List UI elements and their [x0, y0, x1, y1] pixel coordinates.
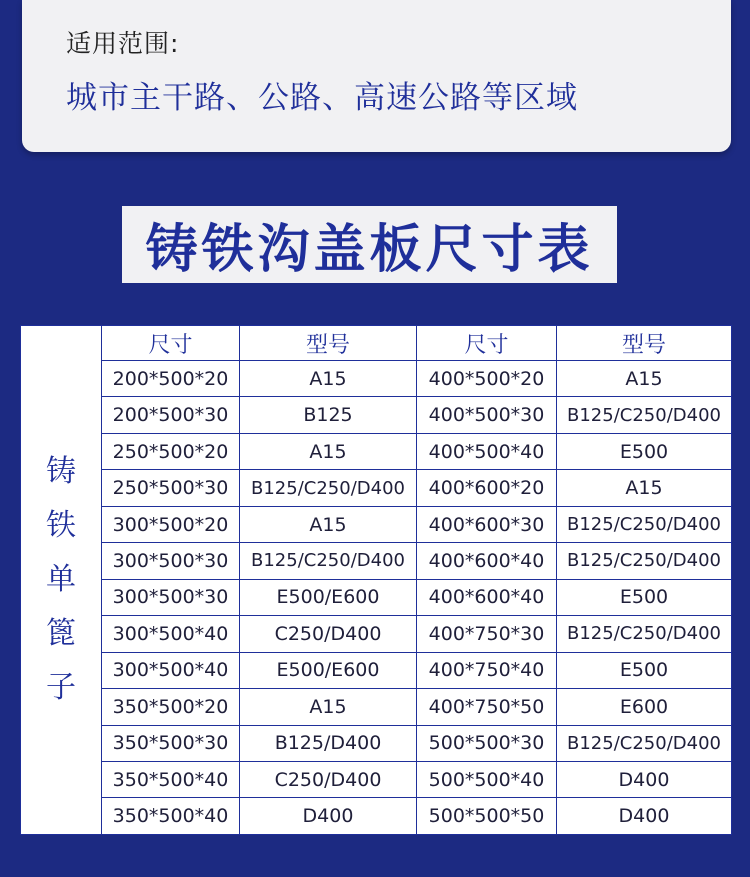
column-header: 尺寸	[102, 326, 240, 361]
size-cell: 350*500*20	[102, 689, 240, 725]
model-cell: B125/C250/D400	[557, 725, 732, 761]
size-cell: 300*500*30	[102, 543, 240, 579]
size-cell: 400*500*30	[417, 397, 557, 433]
size-cell: 400*750*40	[417, 652, 557, 688]
model-cell: A15	[557, 470, 732, 506]
model-cell: B125/D400	[240, 725, 417, 761]
model-cell: E500/E600	[240, 579, 417, 615]
side-label-char: 铸	[46, 454, 76, 489]
size-cell: 200*500*20	[102, 361, 240, 397]
model-cell: D400	[557, 798, 732, 835]
table-row	[21, 543, 732, 579]
model-cell: D400	[557, 761, 732, 797]
size-cell: 500*500*40	[417, 761, 557, 797]
side-label-char: 篦	[46, 616, 76, 651]
table-row	[21, 761, 732, 797]
scope-value: 城市主干路、公路、高速公路等区域	[66, 80, 578, 116]
size-table-body	[21, 326, 732, 835]
size-cell: 300*500*40	[102, 616, 240, 652]
model-cell: A15	[557, 361, 732, 397]
model-cell: E500	[557, 433, 732, 469]
model-cell: E500/E600	[240, 652, 417, 688]
table-row	[21, 689, 732, 725]
table-row	[21, 433, 732, 469]
size-cell: 350*500*30	[102, 725, 240, 761]
scope-card	[22, 0, 731, 152]
table-header-row	[21, 326, 732, 361]
size-cell: 400*750*50	[417, 689, 557, 725]
side-label-char: 子	[46, 670, 76, 705]
model-cell: A15	[240, 433, 417, 469]
table-row	[21, 652, 732, 688]
size-cell: 350*500*40	[102, 761, 240, 797]
model-cell: D400	[240, 798, 417, 835]
size-table	[20, 325, 732, 835]
size-cell: 300*500*30	[102, 579, 240, 615]
model-cell: E500	[557, 652, 732, 688]
table-row	[21, 579, 732, 615]
table-row	[21, 397, 732, 433]
size-cell: 400*500*40	[417, 433, 557, 469]
column-header: 型号	[240, 326, 417, 361]
model-cell: C250/D400	[240, 616, 417, 652]
table-row	[21, 616, 732, 652]
size-table-container	[20, 325, 731, 835]
size-cell: 250*500*20	[102, 433, 240, 469]
size-cell: 500*500*30	[417, 725, 557, 761]
scope-label: 适用范围:	[66, 29, 180, 58]
model-cell: B125/C250/D400	[557, 506, 732, 542]
size-cell: 400*600*40	[417, 543, 557, 579]
model-cell: B125	[240, 397, 417, 433]
table-row	[21, 470, 732, 506]
title-banner	[122, 206, 617, 283]
table-row	[21, 725, 732, 761]
size-cell: 400*500*20	[417, 361, 557, 397]
size-cell: 250*500*30	[102, 470, 240, 506]
model-cell: B125/C250/D400	[240, 543, 417, 579]
model-cell: E500	[557, 579, 732, 615]
model-cell: C250/D400	[240, 761, 417, 797]
table-row	[21, 361, 732, 397]
size-cell: 400*600*40	[417, 579, 557, 615]
column-header: 尺寸	[417, 326, 557, 361]
size-cell: 400*750*30	[417, 616, 557, 652]
size-cell: 400*600*20	[417, 470, 557, 506]
side-label-char: 单	[46, 562, 76, 597]
page-title: 铸铁沟盖板尺寸表	[145, 220, 594, 280]
size-cell: 300*500*40	[102, 652, 240, 688]
model-cell: A15	[240, 361, 417, 397]
size-cell: 500*500*50	[417, 798, 557, 835]
size-cell: 300*500*20	[102, 506, 240, 542]
table-row	[21, 798, 732, 835]
model-cell: A15	[240, 689, 417, 725]
size-cell: 400*600*30	[417, 506, 557, 542]
table-row	[21, 506, 732, 542]
side-label	[21, 326, 102, 835]
side-label-char: 铁	[46, 508, 76, 543]
model-cell: B125/C250/D400	[557, 397, 732, 433]
model-cell: A15	[240, 506, 417, 542]
model-cell: B125/C250/D400	[557, 543, 732, 579]
size-cell: 350*500*40	[102, 798, 240, 835]
size-cell: 200*500*30	[102, 397, 240, 433]
column-header: 型号	[557, 326, 732, 361]
model-cell: E600	[557, 689, 732, 725]
model-cell: B125/C250/D400	[240, 470, 417, 506]
model-cell: B125/C250/D400	[557, 616, 732, 652]
